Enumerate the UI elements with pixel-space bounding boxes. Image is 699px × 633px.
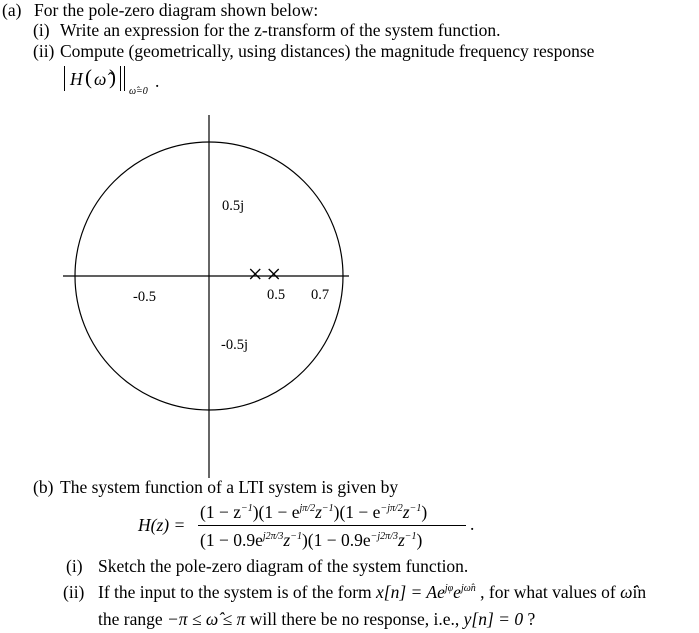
part-a-intro: For the pole-zero diagram shown below: <box>34 0 319 20</box>
magnitude-omega: ω̂ <box>94 69 107 89</box>
label-im-neg: -0.5j <box>221 337 248 353</box>
part-a-item-i-text: Write an expression for the z-transform of the system function. <box>60 20 501 40</box>
label-re-neg: -0.5 <box>133 289 156 305</box>
magnitude-paren-open: ( <box>85 65 92 89</box>
equation-end: . <box>470 514 475 534</box>
magnitude-tail: . <box>155 71 160 91</box>
pole-marker-1 <box>269 269 279 279</box>
part-a-item-ii-num: (ii) <box>33 41 55 61</box>
label-re-pole: 0.7 <box>311 287 330 303</box>
label-im-pos: 0.5j <box>222 198 245 214</box>
magnitude-paren-close: ) <box>109 65 116 89</box>
part-b-intro: The system function of a LTI system is given by <box>60 477 399 497</box>
denominator: $(1 - 0.9e^{j2\pi/3}z^{-1})(1 - 0.9e^{-j2\pi/3}z^{-1})$ <box>200 530 423 550</box>
part-a-item-ii-text: Compute (geometrically, using distances) the magnitude frequency response <box>60 41 595 61</box>
label-re-pos: 0.5 <box>267 287 286 303</box>
part-b-item-i-text: Sketch the pole-zero diagram of the system function. <box>98 556 469 576</box>
magnitude-eval: ω̂=0 <box>129 86 148 97</box>
part-b-item-ii-line2: the range −π ≤ ω̂ ≤ π will there be no response, i.e., y[n] = 0 ? <box>98 609 536 629</box>
part-b-item-i-num: (i) <box>66 556 83 576</box>
numerator: $(1 - z^{-1})(1 - e^{j\pi/2}z^{-1})(1 - e^{-j\pi/2}z^{-1})$ <box>200 502 428 522</box>
pole-marker-0 <box>250 269 260 279</box>
part-b-item-ii-line1: If the input to the system is of the form $x[n] = Ae^{j\varphi}e^{j\omegân}$ , for what values of ω̂in <box>98 582 647 602</box>
part-b-label: (b) <box>33 477 54 497</box>
part-b-item-ii-num: (ii) <box>63 582 85 602</box>
magnitude-H: H <box>70 69 83 89</box>
fraction-line <box>198 525 466 526</box>
poles <box>250 269 278 279</box>
part-a-item-i-num: (i) <box>33 20 50 40</box>
h-z-lhs: H(z) = <box>138 515 186 535</box>
part-a-label: (a) <box>2 0 22 20</box>
